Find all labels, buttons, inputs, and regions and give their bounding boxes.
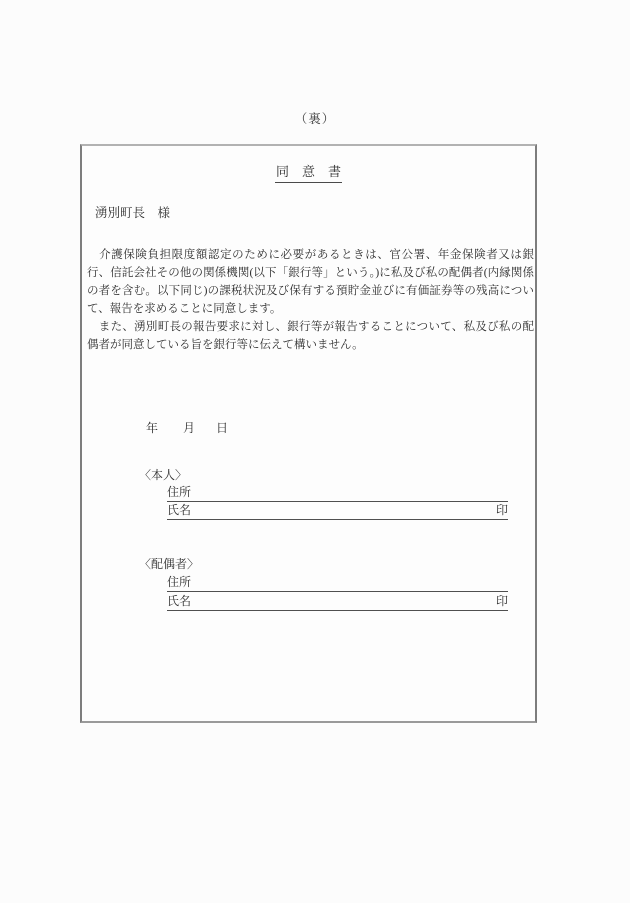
form-title: 同 意 書 bbox=[275, 161, 342, 183]
date-line bbox=[146, 419, 228, 436]
date-day-label: 日 bbox=[216, 421, 229, 435]
date-month-label: 月 bbox=[183, 421, 196, 435]
consent-body bbox=[87, 246, 534, 354]
person-name-label: 氏名 bbox=[167, 503, 192, 517]
signatory-spouse-label: 〈配偶者〉 bbox=[139, 557, 200, 571]
addressee-line: 湧別町長 様 bbox=[95, 206, 171, 220]
person-address-blank bbox=[167, 484, 508, 502]
form-title-wrap bbox=[82, 161, 535, 183]
consent-paragraph-2: また、湧別町長の報告要求に対し、銀行等が報告することについて、私及び私の配偶者が同意している旨を銀行等に伝えて構いません。 bbox=[87, 321, 534, 351]
person-seal-label: 印 bbox=[495, 503, 508, 517]
spouse-seal-label: 印 bbox=[495, 594, 508, 608]
spouse-address-blank bbox=[167, 574, 508, 592]
signatory-person-label: 〈本人〉 bbox=[139, 468, 188, 482]
consent-paragraph-1: 介護保険負担限度額認定のために必要があるときは、官公署、年金保険者又は銀行、信託会社その他の関係機関(以下「銀行等」という。)に私及び私の配偶者(内縁関係の者を含む。以下同じ)の課税状況及び保有する預貯金並びに有価証券等の残高について、報告を求めることに同意します。 bbox=[87, 249, 534, 315]
date-year-label: 年 bbox=[146, 421, 159, 435]
person-name-blank bbox=[167, 502, 508, 520]
spouse-name-label: 氏名 bbox=[167, 594, 192, 608]
person-address-label: 住所 bbox=[167, 485, 192, 499]
spouse-address-label: 住所 bbox=[167, 575, 192, 589]
spouse-name-blank bbox=[167, 593, 508, 611]
page-side-label: （裏） bbox=[294, 112, 336, 126]
consent-form-box bbox=[80, 144, 537, 723]
